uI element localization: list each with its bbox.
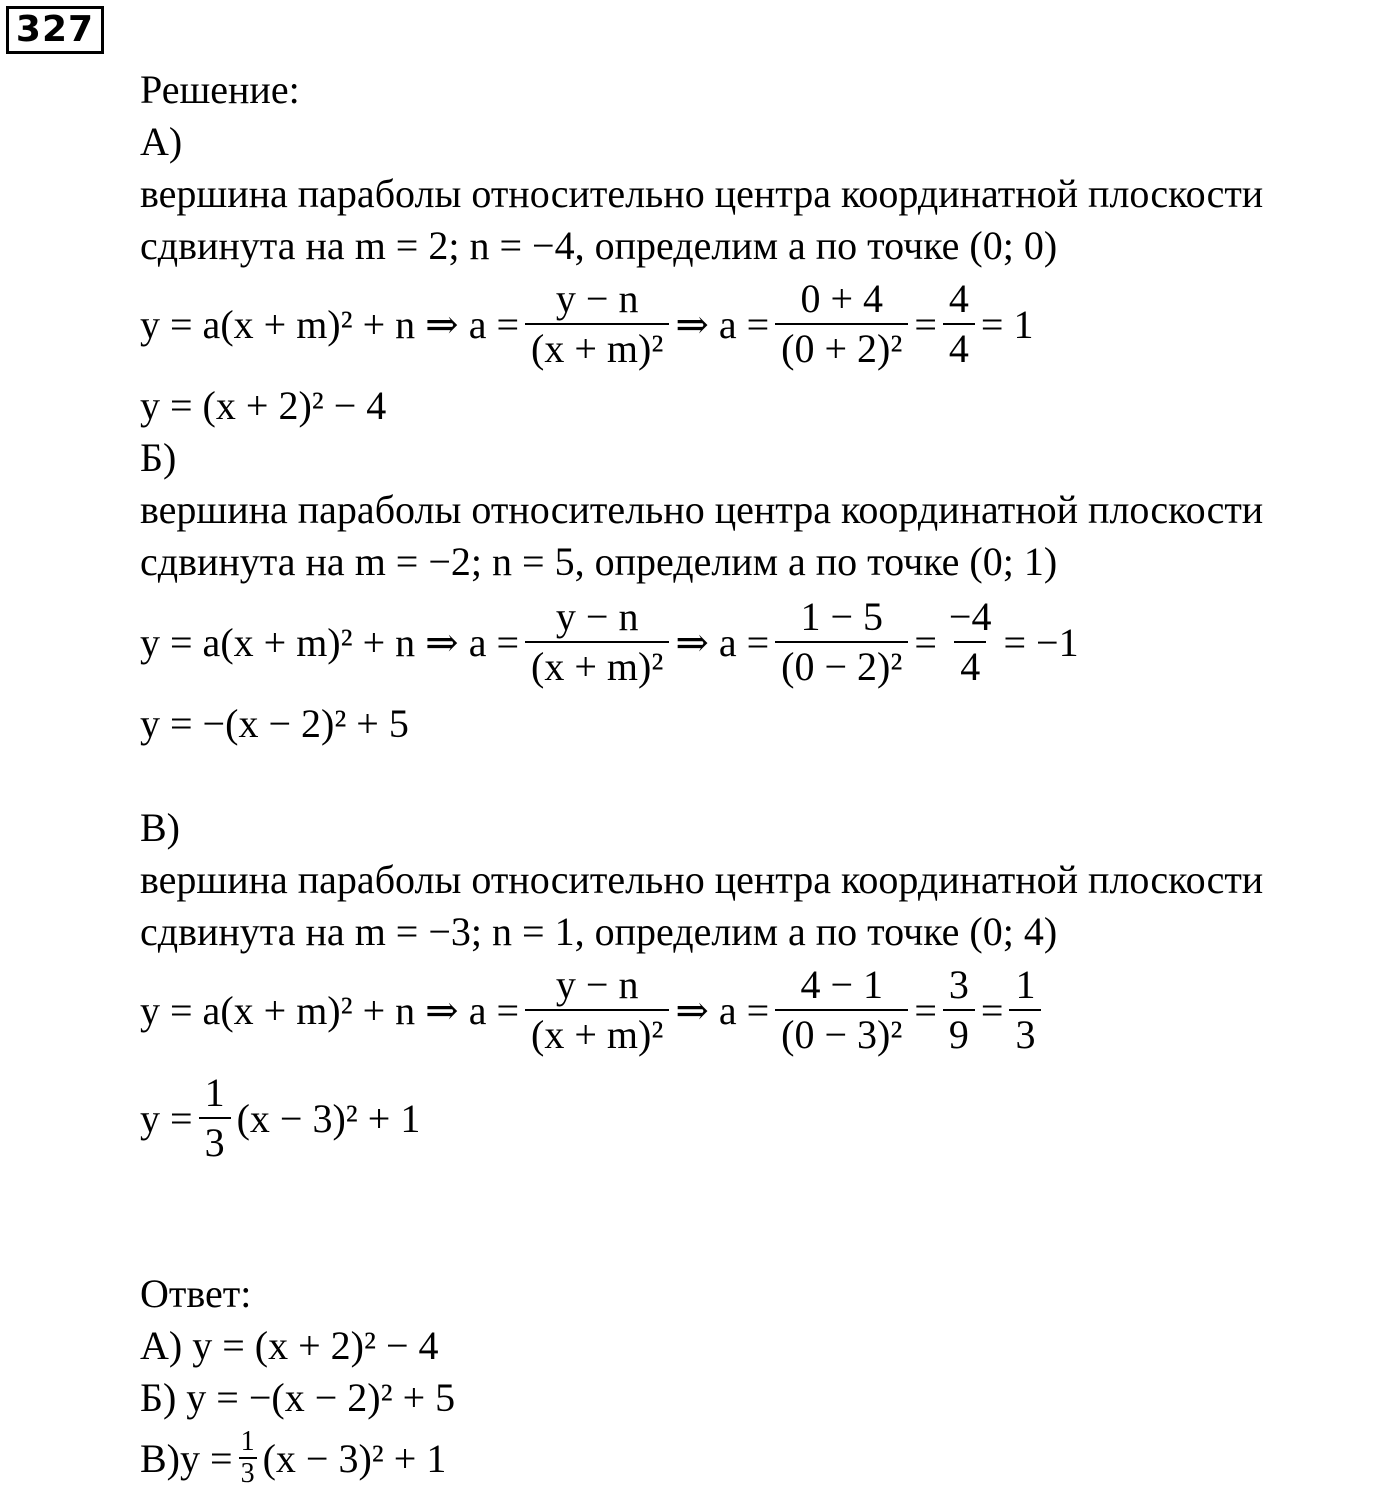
fraction-numerator: 4 − 1 — [800, 962, 884, 1007]
answer-c — [140, 1418, 446, 1498]
fraction-denominator: 4 — [954, 641, 986, 689]
fraction-numerator: 1 — [204, 1070, 225, 1115]
fraction — [775, 595, 908, 689]
fraction — [943, 595, 998, 689]
fraction — [525, 277, 669, 371]
fraction-numerator: 3 — [948, 962, 969, 1007]
section-c-label: В) — [140, 805, 180, 850]
fraction-numerator: 1 − 5 — [800, 594, 884, 639]
eq-equals: = — [914, 987, 937, 1033]
section-b-text2: сдвинута на m = −2; n = 5, определим a по точке (0; 1) — [140, 539, 1058, 584]
fraction — [943, 277, 975, 371]
fraction-numerator: y − n — [555, 594, 639, 639]
answer-c-suffix: (x − 3)² + 1 — [262, 1435, 447, 1481]
section-a-equation — [140, 274, 1033, 374]
eq-result: = 1 — [980, 301, 1034, 347]
eq-prefix: y = a(x + m)² + n ⇒ a = — [140, 987, 520, 1033]
fraction-denominator: 9 — [943, 1009, 975, 1057]
fraction — [775, 277, 908, 371]
fraction-numerator: y − n — [555, 962, 639, 1007]
answer-b: Б) y = −(x − 2)² + 5 — [140, 1375, 456, 1420]
eq-prefix: y = a(x + m)² + n ⇒ a = — [140, 301, 520, 347]
answer-a: А) y = (x + 2)² − 4 — [140, 1323, 439, 1368]
section-c-result — [140, 1068, 420, 1168]
section-b-text1: вершина параболы относительно центра координатной плоскости — [140, 487, 1264, 532]
fraction — [199, 1071, 231, 1165]
fraction-denominator: (0 − 3)² — [775, 1009, 908, 1057]
fraction — [239, 1427, 257, 1489]
fraction-denominator: (x + m)² — [525, 1009, 669, 1057]
eq-mid: ⇒ a = — [675, 987, 770, 1033]
fraction-denominator: 4 — [943, 323, 975, 371]
eq-mid: ⇒ a = — [675, 619, 770, 665]
fraction-denominator: 3 — [199, 1117, 231, 1165]
result-prefix: y = — [140, 1095, 193, 1141]
fraction — [525, 595, 669, 689]
fraction-numerator: −4 — [948, 594, 992, 639]
section-b-result: y = −(x − 2)² + 5 — [140, 701, 409, 746]
section-b-label: Б) — [140, 435, 177, 480]
fraction-denominator: (0 − 2)² — [775, 641, 908, 689]
fraction-denominator: 3 — [1009, 1009, 1041, 1057]
section-a-text2: сдвинута на m = 2; n = −4, определим a по точке (0; 0) — [140, 223, 1058, 268]
answer-label: Ответ: — [140, 1271, 252, 1316]
section-c-text1: вершина параболы относительно центра координатной плоскости — [140, 857, 1264, 902]
fraction-denominator: (x + m)² — [525, 323, 669, 371]
section-a-result: y = (x + 2)² − 4 — [140, 383, 387, 428]
solution-label: Решение: — [140, 67, 300, 112]
result-suffix: (x − 3)² + 1 — [236, 1095, 421, 1141]
fraction-denominator: 3 — [240, 1458, 255, 1489]
problem-number: 327 — [6, 6, 104, 54]
section-a-text1: вершина параболы относительно центра координатной плоскости — [140, 171, 1264, 216]
fraction — [525, 963, 669, 1057]
fraction-numerator: 4 — [948, 276, 969, 321]
fraction-denominator: (0 + 2)² — [775, 323, 908, 371]
fraction-numerator: 0 + 4 — [800, 276, 884, 321]
fraction — [1009, 963, 1041, 1057]
section-c-equation — [140, 960, 1047, 1060]
eq-equals: = — [914, 301, 937, 347]
eq-equals: = — [914, 619, 937, 665]
section-a-label: А) — [140, 119, 183, 164]
section-b-equation — [140, 592, 1079, 692]
fraction-numerator: y − n — [555, 276, 639, 321]
fraction-numerator: 1 — [240, 1426, 255, 1457]
section-c-text2: сдвинута на m = −3; n = 1, определим a по точке (0; 4) — [140, 909, 1058, 954]
eq-prefix: y = a(x + m)² + n ⇒ a = — [140, 619, 520, 665]
fraction — [775, 963, 908, 1057]
fraction-denominator: (x + m)² — [525, 641, 669, 689]
eq-equals: = — [980, 987, 1004, 1033]
answer-c-prefix: В)y = — [140, 1435, 233, 1481]
eq-result: = −1 — [1003, 619, 1079, 665]
fraction-numerator: 1 — [1015, 962, 1036, 1007]
fraction — [943, 963, 975, 1057]
eq-mid: ⇒ a = — [675, 301, 770, 347]
